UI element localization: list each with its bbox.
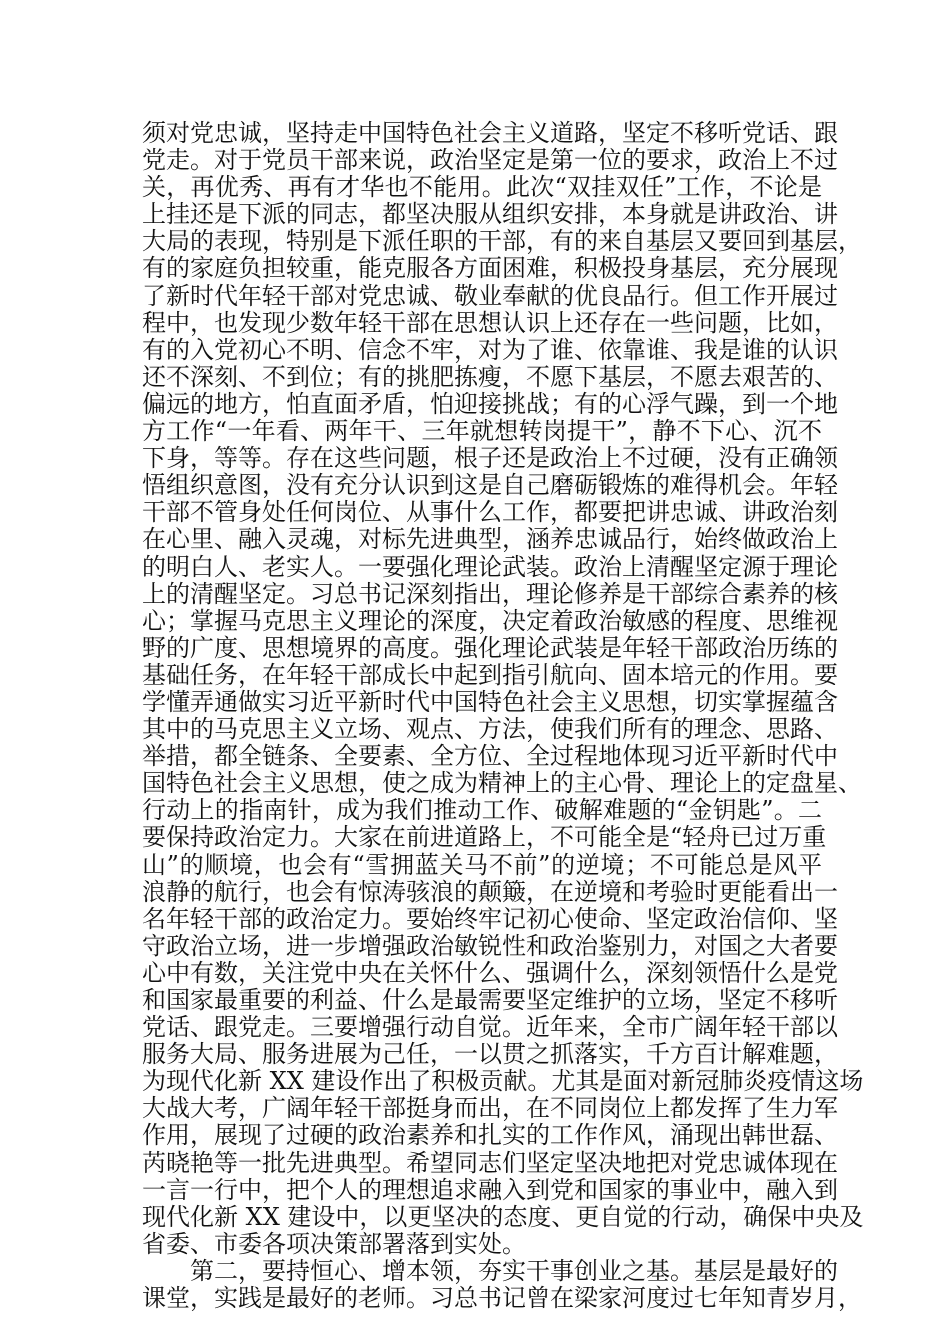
text-line: 芮晓艳等一批先进典型。希望同志们坚定坚决地把对党忠诚体现在 xyxy=(142,1148,838,1177)
text-line: 服务大局、服务进展为己任，一以贯之抓落实，千方百计解难题， xyxy=(142,1040,838,1069)
text-line: 上挂还是下派的同志，都坚决服从组织安排，本身就是讲政治、讲 xyxy=(142,200,838,229)
text-line: 关，再优秀、再有才华也不能用。此次“双挂双任”工作，不论是 xyxy=(142,173,822,202)
text-line: 学懂弄通做实习近平新时代中国特色社会主义思想，切实掌握蕴含 xyxy=(142,687,838,716)
text-line: 大局的表现，特别是下派任职的干部，有的来自基层又要回到基层， xyxy=(142,227,862,256)
text-line: 须对党忠诚，坚持走中国特色社会主义道路，坚定不移听党话、跟 xyxy=(142,119,838,147)
text-line: 悟组织意图，没有充分认识到这是自己磨砺锻炼的难得机会。年轻 xyxy=(142,471,838,500)
text-line: 干部不管身处任何岗位、从事什么工作，都要把讲忠诚、讲政治刻 xyxy=(142,498,838,527)
text-line: 行动上的指南针，成为我们推动工作、破解难题的“金钥匙”。二 xyxy=(142,796,822,825)
text-line: 在心里、融入灵魂，对标先进典型，涵养忠诚品行，始终做政治上 xyxy=(142,525,838,554)
text-line: 课堂，实践是最好的老师。习总书记曾在梁家河度过七年知青岁月， xyxy=(142,1284,862,1313)
text-line: 山”的顺境，也会有“雪拥蓝关马不前”的逆境；不可能总是风平 xyxy=(142,850,822,879)
text-line: 方工作“一年看、两年干、三年就想转岗提干”，静不下心、沉不 xyxy=(142,417,822,446)
text-line: 名年轻干部的政治定力。要始终牢记初心使命、坚定政治信仰、坚 xyxy=(142,904,838,933)
text-line: 大战大考，广阔年轻干部挺身而出，在不同岗位上都发挥了生力军 xyxy=(142,1094,838,1123)
text-line: 上的清醒坚定。习总书记深刻指出，理论修养是干部综合素养的核 xyxy=(142,579,838,608)
text-line: 要保持政治定力。大家在前进道路上，不可能全是“轻舟已过万重 xyxy=(142,823,827,852)
text-line: 有的入党初心不明、信念不牢，对为了谁、依靠谁、我是谁的认识 xyxy=(142,335,838,364)
text-line: 守政治立场，进一步增强政治敏锐性和政治鉴别力，对国之大者要 xyxy=(142,931,838,960)
text-line: 一言一行中，把个人的理想追求融入到党和国家的事业中，融入到 xyxy=(142,1175,838,1204)
text-line: 浪静的航行，也会有惊涛骇浪的颠簸，在逆境和考验时更能看出一 xyxy=(142,877,838,906)
text-line: 和国家最重要的利益、什么是最需要坚定维护的立场，坚定不移听 xyxy=(142,986,838,1014)
text-line: 心中有数，关注党中央在关怀什么、强调什么，深刻领悟什么是党 xyxy=(142,958,838,987)
text-line: 现代化新 XX 建设中，以更坚决的态度、更自觉的行动，确保中央及 xyxy=(142,1202,864,1231)
text-line: 举措，都全链条、全要素、全方位、全过程地体现习近平新时代中 xyxy=(142,742,838,771)
text-line: 作用，展现了过硬的政治素养和扎实的工作作风，涌现出韩世磊、 xyxy=(142,1121,838,1150)
text-line: 野的广度、思想境界的高度。强化理论武装是年轻干部政治历练的 xyxy=(142,633,838,662)
text-line: 其中的马克思主义立场、观点、方法，使我们所有的理念、思路、 xyxy=(142,715,838,744)
text-line: 的明白人、老实人。一要强化理论武装。政治上清醒坚定源于理论 xyxy=(142,552,838,581)
text-line: 心；掌握马克思主义理论的深度，决定着政治敏感的程度、思维视 xyxy=(142,606,838,635)
document-body xyxy=(142,119,864,1313)
text-line: 下身，等等。存在这些问题，根子还是政治上不过硬，没有正确领 xyxy=(142,444,838,473)
text-line: 省委、市委各项决策部署落到实处。 xyxy=(142,1229,526,1258)
text-line: 基础任务，在年轻干部成长中起到指引航向、固本培元的作用。要 xyxy=(142,660,838,689)
text-line: 党走。对于党员干部来说，政治坚定是第一位的要求，政治上不过 xyxy=(142,146,838,175)
text-line: 程中，也发现少数年轻干部在思想认识上还存在一些问题，比如， xyxy=(142,308,838,337)
text-line: 有的家庭负担较重，能克服各方面困难，积极投身基层，充分展现 xyxy=(142,254,838,283)
text-line: 第二，要持恒心、增本领，夯实干事创业之基。基层是最好的 xyxy=(190,1256,838,1285)
text-line: 偏远的地方，怕直面矛盾，怕迎接挑战；有的心浮气躁，到一个地 xyxy=(142,389,838,418)
text-line: 国特色社会主义思想，使之成为精神上的主心骨、理论上的定盘星、 xyxy=(142,769,862,798)
text-line: 为现代化新 XX 建设作出了积极贡献。尤其是面对新冠肺炎疫情这场 xyxy=(142,1067,864,1096)
text-line: 还不深刻、不到位；有的挑肥拣瘦，不愿下基层，不愿去艰苦的、 xyxy=(142,362,838,391)
text-line: 党话、跟党走。三要增强行动自觉。近年来，全市广阔年轻干部以 xyxy=(142,1013,838,1042)
text-line: 了新时代年轻干部对党忠诚、敬业奉献的优良品行。但工作开展过 xyxy=(142,281,838,310)
